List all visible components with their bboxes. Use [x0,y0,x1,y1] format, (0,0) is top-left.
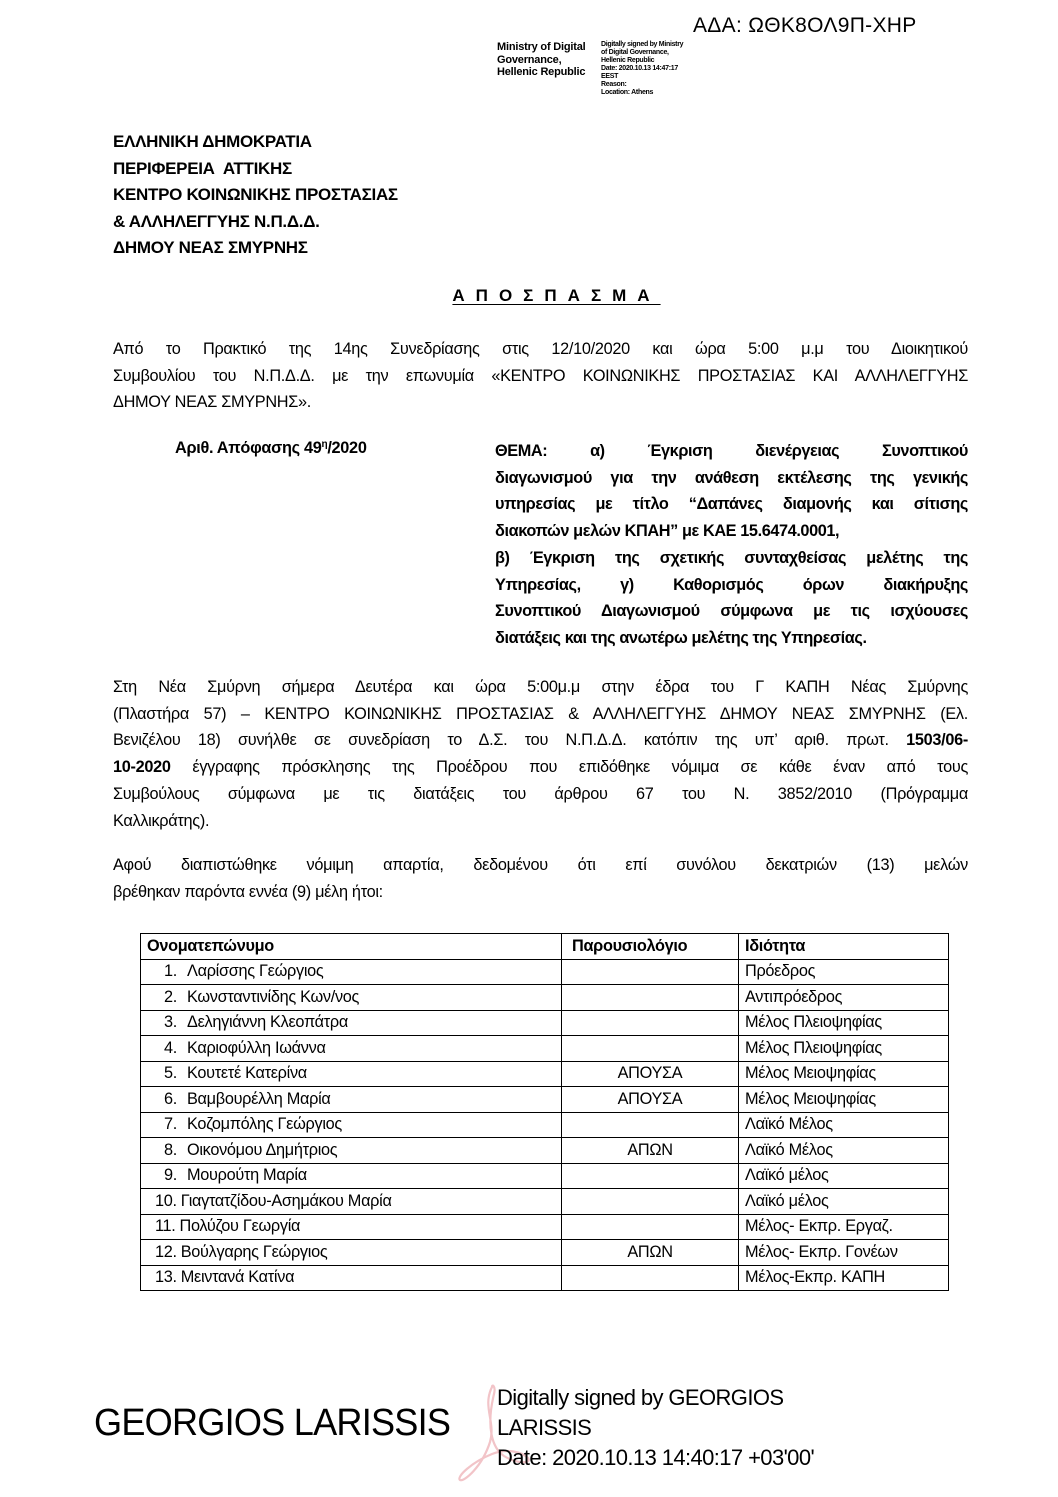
org-line: ΠΕΡΙΦΕΡΕΙΑ ΑΤΤΙΚΗΣ [113,158,292,178]
table-row [141,959,949,985]
signature-detail-line: Digitally signed by Ministry [601,41,684,48]
member-name-cell [141,1214,562,1240]
table-row [141,985,949,1011]
subject-line: ΘΕΜΑ: α) Έγκριση διενέργειας Συνοπτικού [495,442,968,460]
member-name-cell [141,1265,562,1291]
member-name-cell [141,985,562,1011]
member-number: 3. [164,1013,177,1032]
paragraph-line: Συμβούλους σύμφωνα με τις διατάξεις του άρθρου 67 του Ν. 3852/2010 (Πρόγραμμα [113,784,968,803]
org-line: ΕΛΛΗΝΙΚΗ ΔΗΜΟΚΡΑΤΙΑ [113,132,312,151]
member-number: 5. [164,1064,177,1083]
header-name: Ονοματεπώνυμο [141,934,562,960]
table-row [141,1240,949,1266]
member-name: Γιαγτατζίδου-Ασημάκου Μαρία [180,1191,392,1210]
table-row [141,1112,949,1138]
member-attendance [562,1112,739,1138]
ministry-line: Governance, [497,53,562,66]
subject-line: διαγωνισμού για την ανάθεση εκτέλεσης της γενικής [495,468,968,487]
member-number: 13. [155,1268,177,1287]
quorum-paragraph [113,852,968,905]
ministry-line: Hellenic Republic [497,66,586,78]
member-name: Βούλγαρης Γεώργιος [180,1242,328,1261]
member-number: 6. [164,1089,177,1108]
protocol-number: 10-2020 [113,758,171,777]
member-number: 12. [155,1242,177,1261]
decision-year: /2020 [327,439,367,457]
member-role: Λαϊκό Μέλος [739,1138,949,1164]
member-name-cell [141,1138,562,1164]
member-role: Λαϊκό μέλος [739,1189,949,1215]
member-role: Μέλος Πλειοψηφίας [739,1010,949,1036]
member-name-cell [141,1240,562,1266]
paragraph-line: (Πλαστήρα 57) – ΚΕΝΤΡΟ ΚΟΙΝΩΝΙΚΗΣ ΠΡΟΣΤΑΣΙΑΣ & ΑΛΛΗΛΕΓΓΥΗΣ ΔΗΜΟΥ ΝΕΑΣ ΣΜΥΡΝΗΣ (Ελ. [113,704,968,723]
member-name: Καριοφύλλη Ιωάννα [187,1038,326,1057]
table-row [141,1189,949,1215]
organization-header [113,129,398,262]
decision-sup: η [321,439,328,450]
intro-paragraph [113,336,968,416]
table-header-row [141,934,949,960]
member-attendance [562,1010,739,1036]
member-role: Μέλος Πλειοψηφίας [739,1036,949,1062]
signature-detail-line: Hellenic Republic [601,57,655,64]
ministry-line: Ministry of Digital [497,41,586,53]
member-attendance [562,1214,739,1240]
member-name: Κωνσταντινίδης Κων/νος [187,987,360,1006]
signature-detail-line: Location: Athens [601,89,654,96]
member-name-cell [141,1010,562,1036]
member-name: Πολύζου Γεωργία [179,1217,301,1236]
member-name: Οικονόμου Δημήτριος [187,1140,338,1159]
member-name-cell [141,1163,562,1189]
member-number: 9. [164,1166,177,1185]
member-attendance: ΑΠΟΥΣΑ [562,1087,739,1113]
decision-number [175,439,367,458]
member-name: Μουρούτη Μαρία [187,1166,307,1185]
paragraph-line: βρέθηκαν παρόντα εννέα (9) μέλη ήτοι: [113,882,383,901]
signature-details [497,1383,814,1473]
subject-line: Υπηρεσίας, γ) Καθορισμός όρων διακήρυξης [495,575,968,594]
header-role: Ιδιότητα [739,934,949,960]
subject-line: διατάξεις και της ανωτέρω μελέτης της Υπηρεσίας. [495,628,867,647]
member-role: Πρόεδρος [739,959,949,985]
member-number: 4. [164,1038,177,1057]
member-name: Βαμβουρέλλη Μαρία [187,1089,331,1108]
ministry-signer [497,41,585,79]
member-role: Μέλος-Εκπρ. ΚΑΠΗ [739,1265,949,1291]
table-row [141,1214,949,1240]
member-role: Αντιπρόεδρος [739,985,949,1011]
member-attendance [562,1036,739,1062]
member-name-cell [141,1189,562,1215]
table-row [141,1087,949,1113]
paragraph-line: Καλλικράτης). [113,811,210,830]
ada-code: ΑΔΑ: ΩΘΚ8ΟΛ9Π-ΧΗΡ [693,14,917,37]
member-role: Μέλος Μειοψηφίας [739,1087,949,1113]
member-role: Μέλος Μειοψηφίας [739,1061,949,1087]
table-row [141,1163,949,1189]
member-name-cell [141,1087,562,1113]
member-name: Μειντανά Κατίνα [180,1268,295,1287]
signature-line: Digitally signed by GEORGIOS [497,1385,784,1410]
member-attendance: ΑΠΩΝ [562,1240,739,1266]
member-attendance [562,1189,739,1215]
subject-line: υπηρεσίας με τίτλο “Δαπάνες διαμονής και σίτισης [495,495,968,514]
member-number: 10. [155,1191,177,1210]
member-name: Λαρίσσης Γεώργιος [187,962,324,981]
member-attendance [562,959,739,985]
signature-detail-line: EEST [601,73,619,80]
table-row [141,1138,949,1164]
subject-line: διακοπών μελών ΚΠΑΗ” με ΚΑΕ 15.6474.0001, [495,522,840,541]
org-line: & ΑΛΛΗΛΕΓΓΥΗΣ Ν.Π.Δ.Δ. [113,211,320,231]
member-role: Μέλος- Εκπρ. Γονέων [739,1240,949,1266]
signature-line: LARISSIS [497,1415,592,1440]
member-attendance: ΑΠΟΥΣΑ [562,1061,739,1087]
member-name-cell [141,1061,562,1087]
signature-detail-line: Date: 2020.10.13 14:47:17 [601,65,678,72]
document-title [0,286,1058,306]
paragraph-line [113,727,968,754]
member-number: 11. [155,1217,176,1236]
protocol-number: 1503/06- [906,731,968,750]
org-line: ΔΗΜΟΥ ΝΕΑΣ ΣΜΥΡΝΗΣ [113,238,308,257]
signer-name: GEORGIOS LARISSIS [94,1402,451,1444]
org-line: ΚΕΝΤΡΟ ΚΟΙΝΩΝΙΚΗΣ ΠΡΟΣΤΑΣΙΑΣ [113,185,398,204]
member-number: 2. [164,987,177,1006]
document-title-text: ΑΠΟΣΠΑΣΜΑ [452,286,661,305]
member-attendance [562,985,739,1011]
member-attendance [562,1265,739,1291]
member-name: Κουτετέ Κατερίνα [187,1064,307,1083]
table-row [141,1061,949,1087]
meeting-paragraph [113,674,968,834]
table-row [141,1010,949,1036]
members-table [140,933,949,1291]
table-row [141,1265,949,1291]
paragraph-line: Αφού διαπιστώθηκε νόμιμη απαρτία, δεδομένου ότι επί συνόλου δεκατριών (13) μελών [113,856,968,874]
member-name: Δεληγιάννη Κλεοπάτρα [187,1013,348,1032]
paragraph-line: Στη Νέα Σμύρνη σήμερα Δευτέρα και ώρα 5:00μ.μ στην έδρα του Γ ΚΑΠΗ Νέας Σμύρνης [113,678,968,696]
member-attendance: ΑΠΩΝ [562,1138,739,1164]
subject-line: Συνοπτικού Διαγωνισμού σύμφωνα με τις ισχύουσες [495,602,968,621]
member-name: Κοζομπόλης Γεώργιος [187,1115,342,1134]
table-row [141,1036,949,1062]
paragraph-text: έγγραφης πρόσκλησης της Προέδρου που επιδόθηκε νόμιμα σε κάθε έναν από τους [170,758,968,777]
member-role: Λαϊκό μέλος [739,1163,949,1189]
header-attendance: Παρουσιολόγιο [562,934,739,960]
signature-detail-line: Reason: [601,81,627,88]
paragraph-line [113,754,968,781]
subject-line: β) Έγκριση της σχετικής συνταχθείσας μελέτης της [495,548,968,567]
member-name-cell [141,1036,562,1062]
paragraph-text: Βενιζέλου 18) συνήλθε σε συνεδρίαση το Δ.Σ. του Ν.Π.Δ.Δ. κατόπιν της υπ’ αριθ. πρωτ. [113,731,907,750]
paragraph-line: Από το Πρακτικό της 14ης Συνεδρίασης στις 12/10/2020 και ώρα 5:00 μ.μ του Διοικητικού [113,340,968,358]
decision-label: Αριθ. Απόφασης 49 [175,439,322,457]
member-role: Μέλος- Εκπρ. Εργαζ. [739,1214,949,1240]
subject-block [495,438,968,652]
member-number: 1. [164,962,177,981]
member-name-cell [141,1112,562,1138]
member-name-cell [141,959,562,985]
member-number: 7. [164,1115,177,1134]
paragraph-line: ΔΗΜΟΥ ΝΕΑΣ ΣΜΥΡΝΗΣ». [113,393,311,412]
member-number: 8. [164,1140,177,1159]
paragraph-line: Συμβουλίου του Ν.Π.Δ.Δ. με την επωνυμία «ΚΕΝΤΡΟ ΚΟΙΝΩΝΙΚΗΣ ΠΡΟΣΤΑΣΙΑΣ ΚΑΙ ΑΛΛΗΛΕΓΓΥΗΣ [113,366,968,385]
ministry-signature-details [601,41,683,97]
signature-line: Date: 2020.10.13 14:40:17 +03'00' [497,1445,815,1470]
member-role: Λαϊκό Μέλος [739,1112,949,1138]
signature-detail-line: of Digital Governance, [601,49,669,56]
member-attendance [562,1163,739,1189]
